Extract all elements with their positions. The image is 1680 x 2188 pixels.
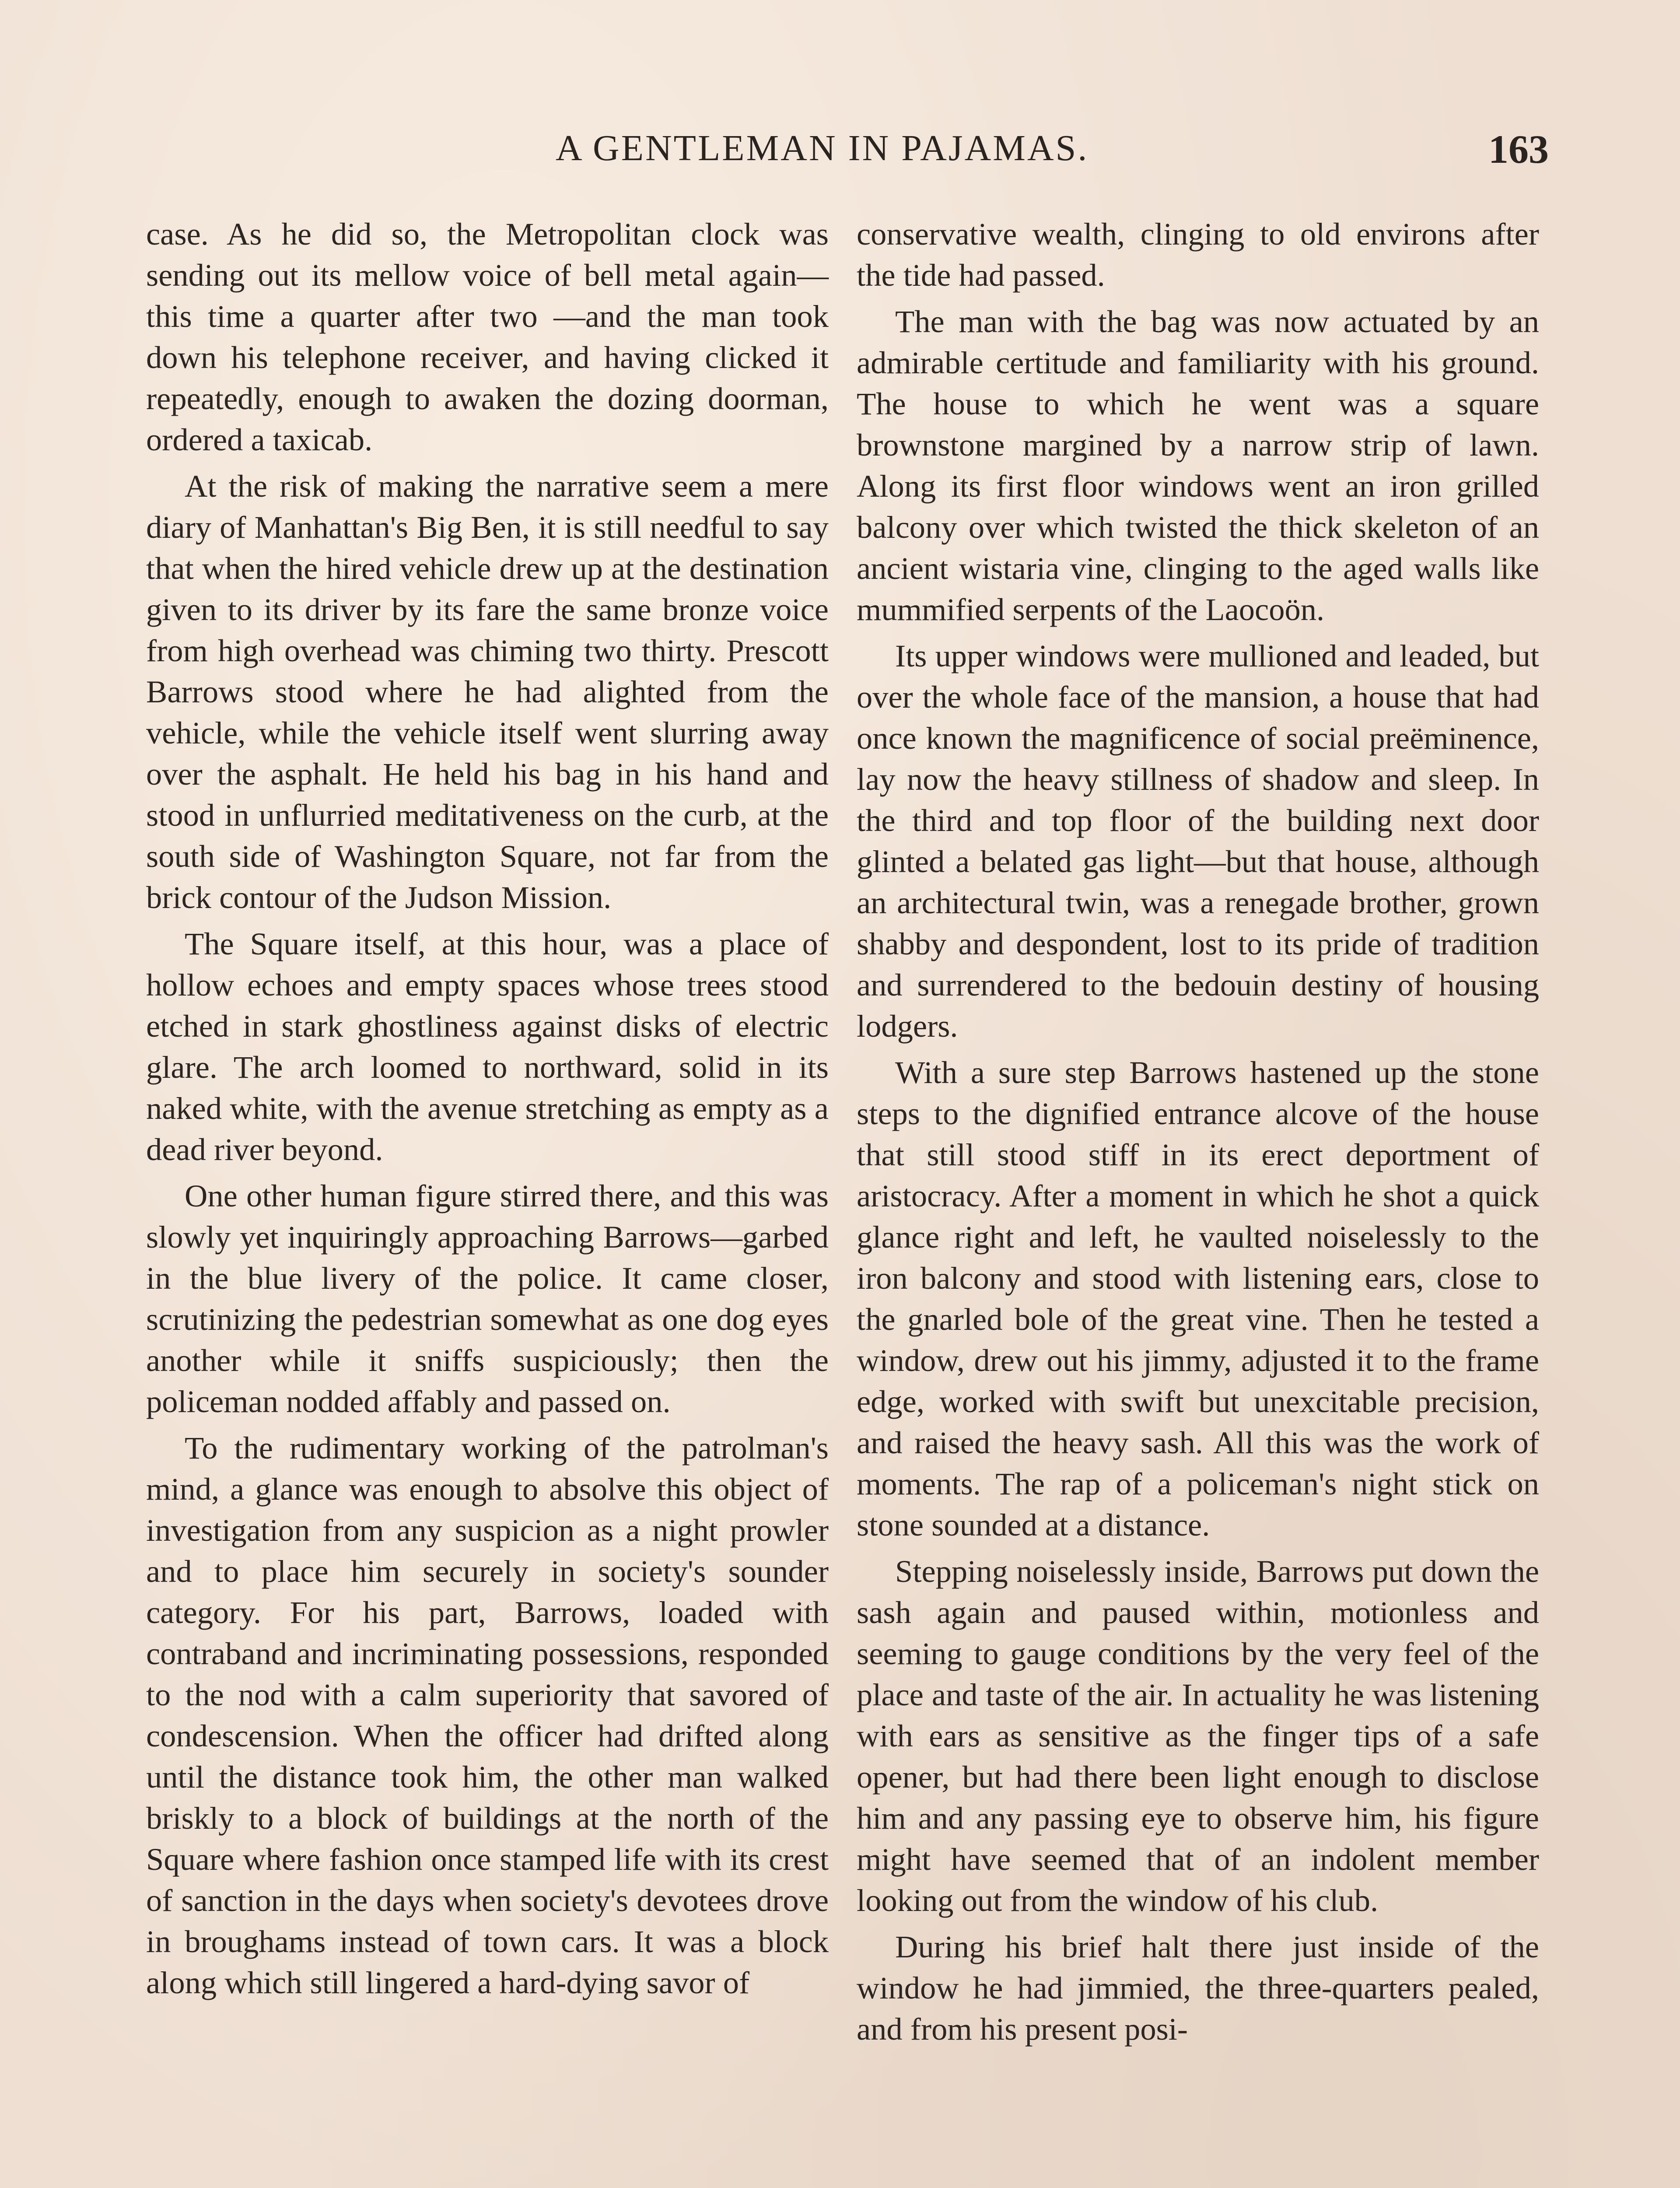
paragraph: At the risk of making the narrative seem a mere diary of Manhattan's Big Ben, it is still needful to say that when the hired vehicle drew up at the destination given to its driver by its fare the same bronze voice from high overhead was chiming two thirty. Prescott Barrows stood where he had alighted from the vehicle, while the vehicle itself went slurring away over the asphalt. He held his bag in his hand and stood in unflurried meditativeness on the curb, at the south side of Washington Square, not far from the brick contour of the Judson Mission. — [146, 468, 829, 915]
paragraph: With a sure step Barrows hastened up the stone steps to the dignified entrance alcove of the house that still stood stiff in its erect deportment of aristocracy. After a moment in which he shot a quick glance right and left, he vaulted noiselessly to the iron balcony and stood with listening ears, close to the gnarled bole of the great vine. Then he tested a window, drew out his jimmy, adjusted it to the frame edge, worked with swift but unexcitable precision, and raised the heavy sash. All this was the work of moments. The rap of a policeman's night stick on stone sounded at a distance. — [857, 1055, 1539, 1543]
paragraph: Stepping noiselessly inside, Barrows put down the sash again and paused within, motionless and seeming to gauge conditions by the very feel of the place and taste of the air. In actuality he was listening with ears as sensitive as the finger tips of a safe opener, but had there been light enough to disclose him and any passing eye to observe him, his figure might have seemed that of an indolent member looking out from the window of his club. — [857, 1553, 1539, 1918]
paragraph: The man with the bag was now actuated by an admirable certitude and familiarity with his ground. The house to which he went was a square brownstone margined by a narrow strip of lawn. Along its first floor windows went an iron grilled balcony over which twisted the thick skeleton of an ancient wistaria vine, clinging to the aged walls like mummified serpents of the Laocoön. — [857, 304, 1539, 627]
running-title: A GENTLEMAN IN PAJAMAS. — [556, 128, 1089, 168]
page-number: 163 — [1488, 127, 1549, 172]
paragraph: conservative wealth, clinging to old environs after the tide had passed. — [857, 216, 1539, 293]
paragraph: One other human figure stirred there, and this was slowly yet inquiringly approaching Barrows—garbed in the blue livery of the police. It came closer, scrutinizing the pedestrian somewhat as one dog eyes another while it sniffs suspiciously; then the policeman nodded affably and passed on. — [146, 1178, 829, 1419]
left-text-column — [146, 214, 829, 2003]
paragraph: case. As he did so, the Metropolitan clock was sending out its mellow voice of bell metal again—this time a quarter after two —and the man took down his telephone receiver, and having clicked it repeatedly, enough to awaken the dozing doorman, ordered a taxicab. — [146, 216, 829, 457]
paragraph: During his brief halt there just inside of the window he had jimmied, the three-quarters pealed, and from his present posi- — [857, 1929, 1539, 2047]
paragraph: The Square itself, at this hour, was a place of hollow echoes and empty spaces whose trees stood etched in stark ghostliness against disks of electric glare. The arch loomed to northward, solid in its naked white, with the avenue stretching as empty as a dead river beyond. — [146, 926, 829, 1167]
paragraph: To the rudimentary working of the patrolman's mind, a glance was enough to absolve this object of investigation from any suspicion as a night prowler and to place him securely in society's sounder category. For his part, Barrows, loaded with contraband and incriminating possessions, responded to the nod with a calm superiority that savored of condescension. When the officer had drifted along until the distance took him, the other man walked briskly to a block of buildings at the north of the Square where fashion once stamped life with its crest of sanction in the days when society's devotees drove in broughams instead of town cars. It was a block along which still lingered a hard-dying savor of — [146, 1430, 829, 2000]
right-text-column — [857, 214, 1539, 2050]
paragraph: Its upper windows were mullioned and leaded, but over the whole face of the mansion, a house that had once known the magnificence of social preëminence, lay now the heavy stillness of shadow and sleep. In the third and top floor of the building next door glinted a belated gas light—but that house, although an architectural twin, was a renegade brother, grown shabby and despondent, lost to its pride of tradition and surrendered to the bedouin destiny of housing lodgers. — [857, 638, 1539, 1044]
